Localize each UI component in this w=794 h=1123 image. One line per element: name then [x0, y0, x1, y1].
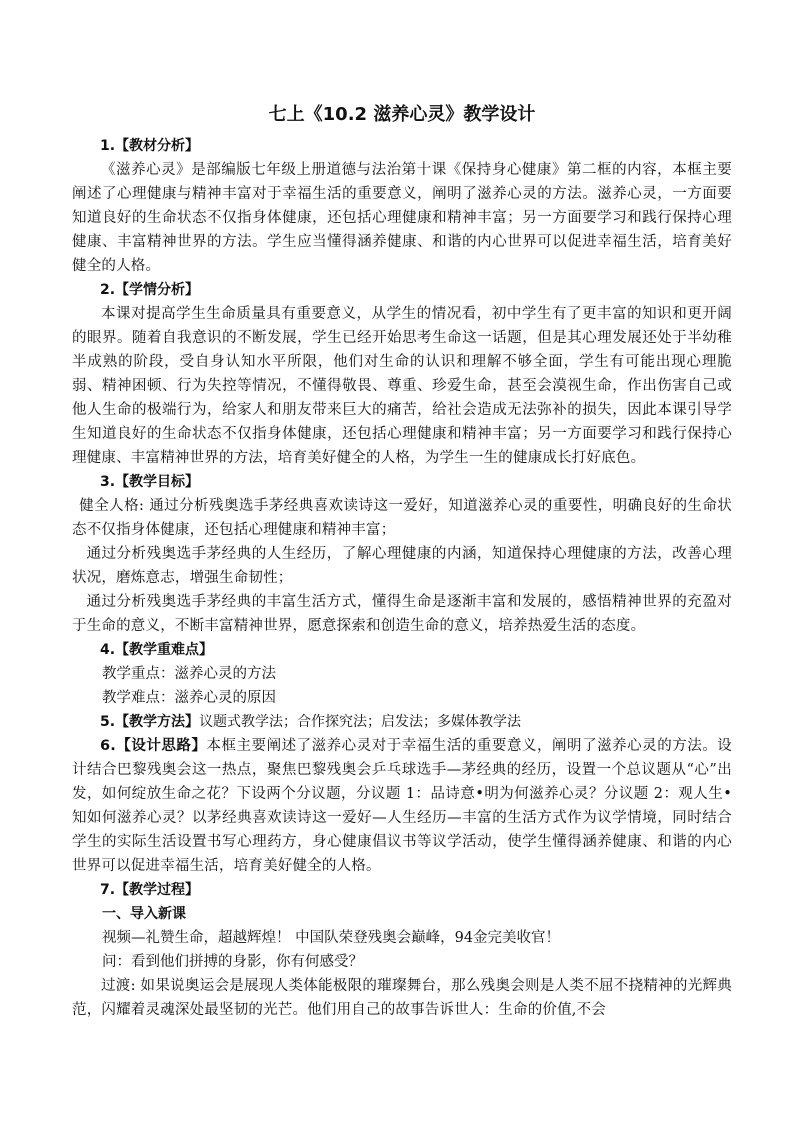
process-line-transition: 过渡: 如果说奥运会是展现人类体能极限的璀璨舞台，那么残奥会则是人类不屈不挠精神的光辉典范，闪耀着灵魂深处最坚韧的光芒。他们用自己的故事告诉世人：生命的价值,不会: [72, 978, 732, 1018]
paragraph-textbook-analysis: 《滋养心灵》是部编版七年级上册道德与法治第十课《保持身心健康》第二框的内容，本框主要阐述了心理健康与精神丰富对于幸福生活的重要意义，阐明了滋养心灵的方法。滋养心灵，一方面要知道良好的生命状态不仅指身体健康，还包括心理健康和精神丰富；另一方面要学习和践行保持心理健康、丰富精神世界的方法。学生应当懂得涵养健康、和谐的内心世界可以促进幸福生活，培育美好健全的人格。: [72, 162, 732, 274]
section-heading-textbook-analysis: 1.【教材分析】: [100, 138, 200, 154]
section-heading-teaching-methods: 5.【教学方法】: [100, 714, 200, 730]
paragraph-goal-1: 健全人格: 通过分析残奥选手茅经典喜欢读诗这一爱好，知道滋养心灵的重要性，明确良好的生命状态不仅指身体健康，还包括心理健康和精神丰富；: [72, 498, 732, 538]
section-heading-teaching-process: 7.【教学过程】: [100, 882, 200, 898]
section-heading-student-analysis: 2.【学情分析】: [100, 282, 200, 298]
process-line-video: 视频—礼赞生命，超越辉煌！ 中国队荣登残奥会巅峰，94金完美收官！: [102, 930, 561, 946]
section-heading-teaching-goals: 3.【教学目标】: [100, 474, 200, 490]
difficult-point-line: 教学难点：滋养心灵的原因: [102, 690, 276, 706]
section-teaching-methods: [72, 710, 732, 734]
document-page: [72, 100, 732, 1022]
section-heading-design-idea: 6.【设计思路】: [100, 738, 207, 754]
paragraph-goal-2: 通过分析残奥选手茅经典的人生经历，了解心理健康的内涵，知道保持心理健康的方法，改善心理状况，磨炼意志，增强生命韧性；: [72, 546, 732, 586]
document-title: 七上《10.2 滋养心灵》教学设计: [268, 104, 536, 125]
design-idea-text: 本框主要阐述了滋养心灵对于幸福生活的重要意义，阐明了滋养心灵的方法。设计结合巴黎残奥会这一热点，聚焦巴黎残奥会乒乓球选手—茅经典的经历，设置一个总议题从“心”出发，如何绽放生命之花？下设两个分议题，分议题 1：品诗意•明为何滋养心灵？分议题 2：观人生•知如何滋养心灵？以茅经典喜欢读诗这一爱好—人生经历—丰富的生活方式作为议学情境，同时结合学生的实际生活设置书写心理药方，身心健康倡议书等议学活动，使学生懂得涵养健康、和谐的内心世界可以促进幸福生活，培育美好健全的人格。: [72, 738, 732, 874]
paragraph-student-analysis: 本课对提高学生生命质量具有重要意义，从学生的情况看，初中学生有了更丰富的知识和更开阔的眼界。随着自我意识的不断发展，学生已经开始思考生命这一话题，但是其心理发展还处于半幼稚半成熟的阶段，受自身认知水平所限，他们对生命的认识和理解不够全面，学生有可能出现心理脆弱、精神困顿、行为失控等情况，不懂得敬畏、尊重、珍爱生命，甚至会漠视生命，作出伤害自己或他人生命的极端行为，给家人和朋友带来巨大的痛苦，给社会造成无法弥补的损失，因此本课引导学生知道良好的生命状态不仅指身体健康，还包括心理健康和精神丰富；另一方面要学习和践行保持心理健康、丰富精神世界的方法，培育美好健全的人格，为学生一生的健康成长打好底色。: [72, 306, 732, 466]
teaching-methods-text: 议题式教学法；合作探究法；启发法；多媒体教学法: [199, 714, 522, 730]
section-heading-key-points: 4.【教学重难点】: [100, 642, 214, 658]
subheading-introduction: 一、导入新课: [102, 906, 186, 922]
section-design-idea: [72, 734, 732, 878]
paragraph-goal-3: 通过分析残奥选手茅经典的丰富生活方式，懂得生命是逐渐丰富和发展的，感悟精神世界的充盈对于生命的意义，不断丰富精神世界，愿意探索和创造生命的意义，培养热爱生活的态度。: [72, 594, 732, 634]
process-line-question: 问：看到他们拼搏的身影，你有何感受？: [102, 954, 363, 970]
key-point-line: 教学重点：滋养心灵的方法: [102, 666, 276, 682]
